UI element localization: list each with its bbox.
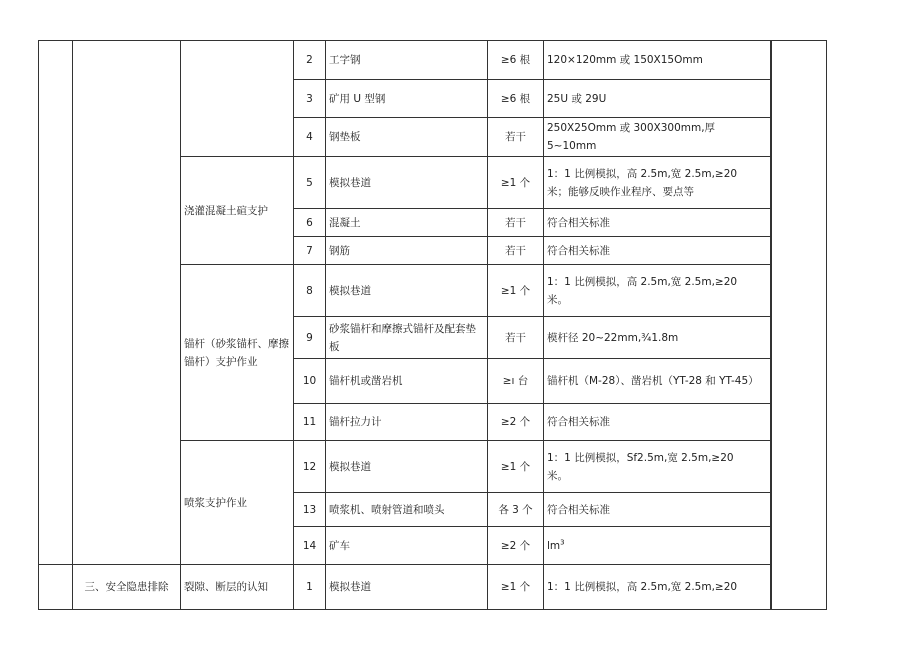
quantity: 若干 [488,237,544,265]
section-title: 三、安全隐患排除 [73,565,181,610]
row-number: 4 [294,118,326,157]
quantity: ≥1 个 [488,157,544,209]
quantity: ≥6 根 [488,41,544,80]
spec-line: 米；能够反映作业程序、要点等 [547,185,694,198]
equipment-name: 矿车 [326,527,488,565]
quantity: 若干 [488,317,544,359]
row-number: 6 [294,209,326,237]
specification [544,527,771,565]
index-cell [39,565,73,610]
row-number: 13 [294,493,326,527]
equipment-table [38,40,827,610]
equipment-name: 砂浆锚杆和摩擦式锚杆及配套垫板 [326,317,488,359]
quantity: 各 3 个 [488,493,544,527]
quantity: 若干 [488,118,544,157]
specification: 符合相关标准 [544,237,771,265]
specification: 符合相关标准 [544,493,771,527]
specification [544,265,771,317]
index-cell [39,41,73,565]
spec-line: 1：1 比例模拟，高 2.5m,宽 2.5m,≥20 [547,275,738,288]
table-row [39,565,827,610]
quantity: ≥2 个 [488,404,544,441]
quantity: 若干 [488,209,544,237]
row-number: 12 [294,441,326,493]
quantity: ≥1 个 [488,441,544,493]
equipment-name: 锚杆机或凿岩机 [326,359,488,404]
quantity: ≥1 个 [488,265,544,317]
remarks-cell [772,41,827,610]
specification [544,157,771,209]
specification: 25U 或 29U [544,80,771,118]
equipment-name: 模拟巷道 [326,441,488,493]
group-label: 浇灌混凝土碹支护 [181,157,294,265]
specification: 120×120mm 或 150X15Omm [544,41,771,80]
row-number: 7 [294,237,326,265]
equipment-name: 模拟巷道 [326,157,488,209]
group-label: 喷浆支护作业 [181,441,294,565]
row-number: 1 [294,565,326,610]
specification: 符合相关标准 [544,209,771,237]
equipment-name: 工字钢 [326,41,488,80]
equipment-name: 钢筋 [326,237,488,265]
row-number: 9 [294,317,326,359]
specification: 模杆径 20~22mm,¾1.8m [544,317,771,359]
table-row [39,41,827,80]
group-label: 锚杆（砂浆锚杆、摩擦锚杆）支护作业 [181,265,294,441]
equipment-name: 喷浆机、喷射管道和喷头 [326,493,488,527]
category-cell [73,41,181,565]
row-number: 2 [294,41,326,80]
equipment-name: 混凝土 [326,209,488,237]
quantity: ≥ı 台 [488,359,544,404]
row-number: 8 [294,265,326,317]
specification: 锚杆机（M-28）、凿岩机（YT-28 和 YT-45） [544,359,771,404]
spec-line: 1：1 比例模拟，高 2.5m,宽 2.5m,≥20 [547,167,738,180]
quantity: ≥1 个 [488,565,544,610]
equipment-name: 模拟巷道 [326,265,488,317]
row-number: 5 [294,157,326,209]
specification: 符合相关标准 [544,404,771,441]
specification [544,441,771,493]
superscript: 3 [560,538,565,546]
specification: 250X25Omm 或 300X300mm,厚 5~10mm [544,118,771,157]
row-number: 14 [294,527,326,565]
quantity: ≥6 根 [488,80,544,118]
quantity: ≥2 个 [488,527,544,565]
group-cell [181,41,294,157]
group-label: 裂隙、断层的认知 [181,565,294,610]
equipment-name: 矿用 U 型钢 [326,80,488,118]
equipment-name: 钢垫板 [326,118,488,157]
row-number: 10 [294,359,326,404]
spec-line: 1：1 比例模拟，Sf2.5m,宽 2.5m,≥20 [547,451,734,464]
row-number: 11 [294,404,326,441]
specification: 1：1 比例模拟，高 2.5m,宽 2.5m,≥20 [544,565,771,610]
spec-text: lm [547,539,561,552]
spec-line: 米。 [547,469,568,482]
equipment-name: 锚杆拉力计 [326,404,488,441]
spec-line: 米。 [547,293,568,306]
equipment-name: 模拟巷道 [326,565,488,610]
row-number: 3 [294,80,326,118]
